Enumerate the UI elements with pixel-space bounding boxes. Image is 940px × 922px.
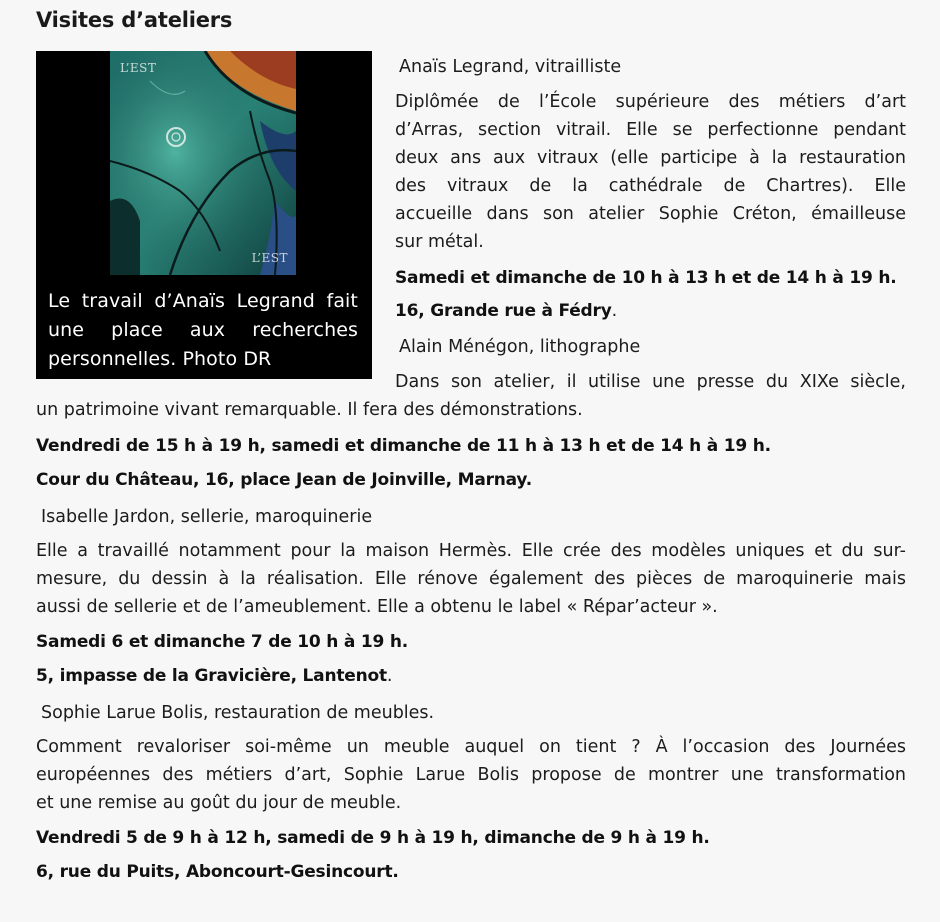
address-suffix: . [386, 666, 393, 686]
text-line: Comment revaloriser soi-même un meuble auquel on tient ? À l’occasion des Journées [36, 737, 906, 757]
text-line: deux ans aux vitraux (elle participe à la restauration [395, 148, 906, 168]
address: Cour du Château, 16, place Jean de Joinville, Marnay. [36, 470, 533, 490]
address: 5, impasse de la Gravicière, Lantenot [36, 666, 387, 686]
article-title: Visites d’ateliers [36, 8, 233, 32]
artisan-description [36, 537, 906, 621]
schedule: Samedi et dimanche de 10 h à 13 h et de 14 h à 19 h. [395, 268, 897, 288]
text-line: et une remise au goût du jour de meuble. [36, 793, 402, 813]
text-line: Elle a travaillé notamment pour la maison Hermès. Elle crée des modèles uniques et du sur- [36, 541, 906, 561]
caption-line: personnelles. Photo DR [48, 348, 272, 370]
artisan-description [36, 368, 906, 424]
text-line: Dans son atelier, il utilise une presse du XIXe siècle, [395, 372, 906, 392]
stained-glass-image [110, 51, 296, 275]
text-line: sur métal. [395, 232, 484, 252]
text-line: d’Arras, section vitrail. Elle se perfectionne pendant [395, 120, 906, 140]
address: 6, rue du Puits, Aboncourt-Gesincourt. [36, 862, 399, 882]
schedule: Samedi 6 et dimanche 7 de 10 h à 19 h. [36, 632, 408, 652]
text-line: mesure, du dessin à la réalisation. Elle rénove également des pièces de maroquinerie mais [36, 569, 906, 589]
text-line: européennes des métiers d’art, Sophie Larue Bolis propose de montrer une transformation [36, 765, 906, 785]
caption-line: Le travail d’Anaïs Legrand fait [48, 290, 358, 312]
text-line: des vitraux de la cathédrale de Chartres). Elle [395, 176, 906, 196]
photo-caption [48, 287, 358, 374]
text-line: Diplômée de l’École supérieure des métiers d’art [395, 92, 906, 112]
watermark-bottom: L’EST [251, 251, 288, 265]
address-suffix: . [611, 301, 618, 321]
address-line [36, 662, 393, 690]
artisan-name: Sophie Larue Bolis, restauration de meubles. [41, 703, 435, 723]
watermark-top: L’EST [120, 61, 157, 75]
artisan-description [36, 733, 906, 817]
caption-line: une place aux recherches [48, 319, 358, 341]
text-line: un patrimoine vivant remarquable. Il fera des démonstrations. [36, 400, 583, 420]
text-line: aussi de sellerie et de l’ameublement. Elle a obtenu le label « Répar’acteur ». [36, 597, 718, 617]
text-line: accueille dans son atelier Sophie Créton, émailleuse [395, 204, 906, 224]
photo-figure [36, 51, 372, 379]
artisan-description [395, 88, 906, 256]
address-line [395, 297, 617, 325]
artisan-name: Anaïs Legrand, vitrailliste [399, 57, 622, 77]
address: 16, Grande rue à Fédry [395, 301, 612, 321]
schedule: Vendredi de 15 h à 19 h, samedi et dimanche de 11 h à 13 h et de 14 h à 19 h. [36, 436, 771, 456]
artisan-name: Isabelle Jardon, sellerie, maroquinerie [41, 507, 373, 527]
schedule: Vendredi 5 de 9 h à 12 h, samedi de 9 h à 19 h, dimanche de 9 h à 19 h. [36, 828, 710, 848]
artisan-name: Alain Ménégon, lithographe [399, 337, 641, 357]
stained-glass-photo [110, 51, 296, 275]
